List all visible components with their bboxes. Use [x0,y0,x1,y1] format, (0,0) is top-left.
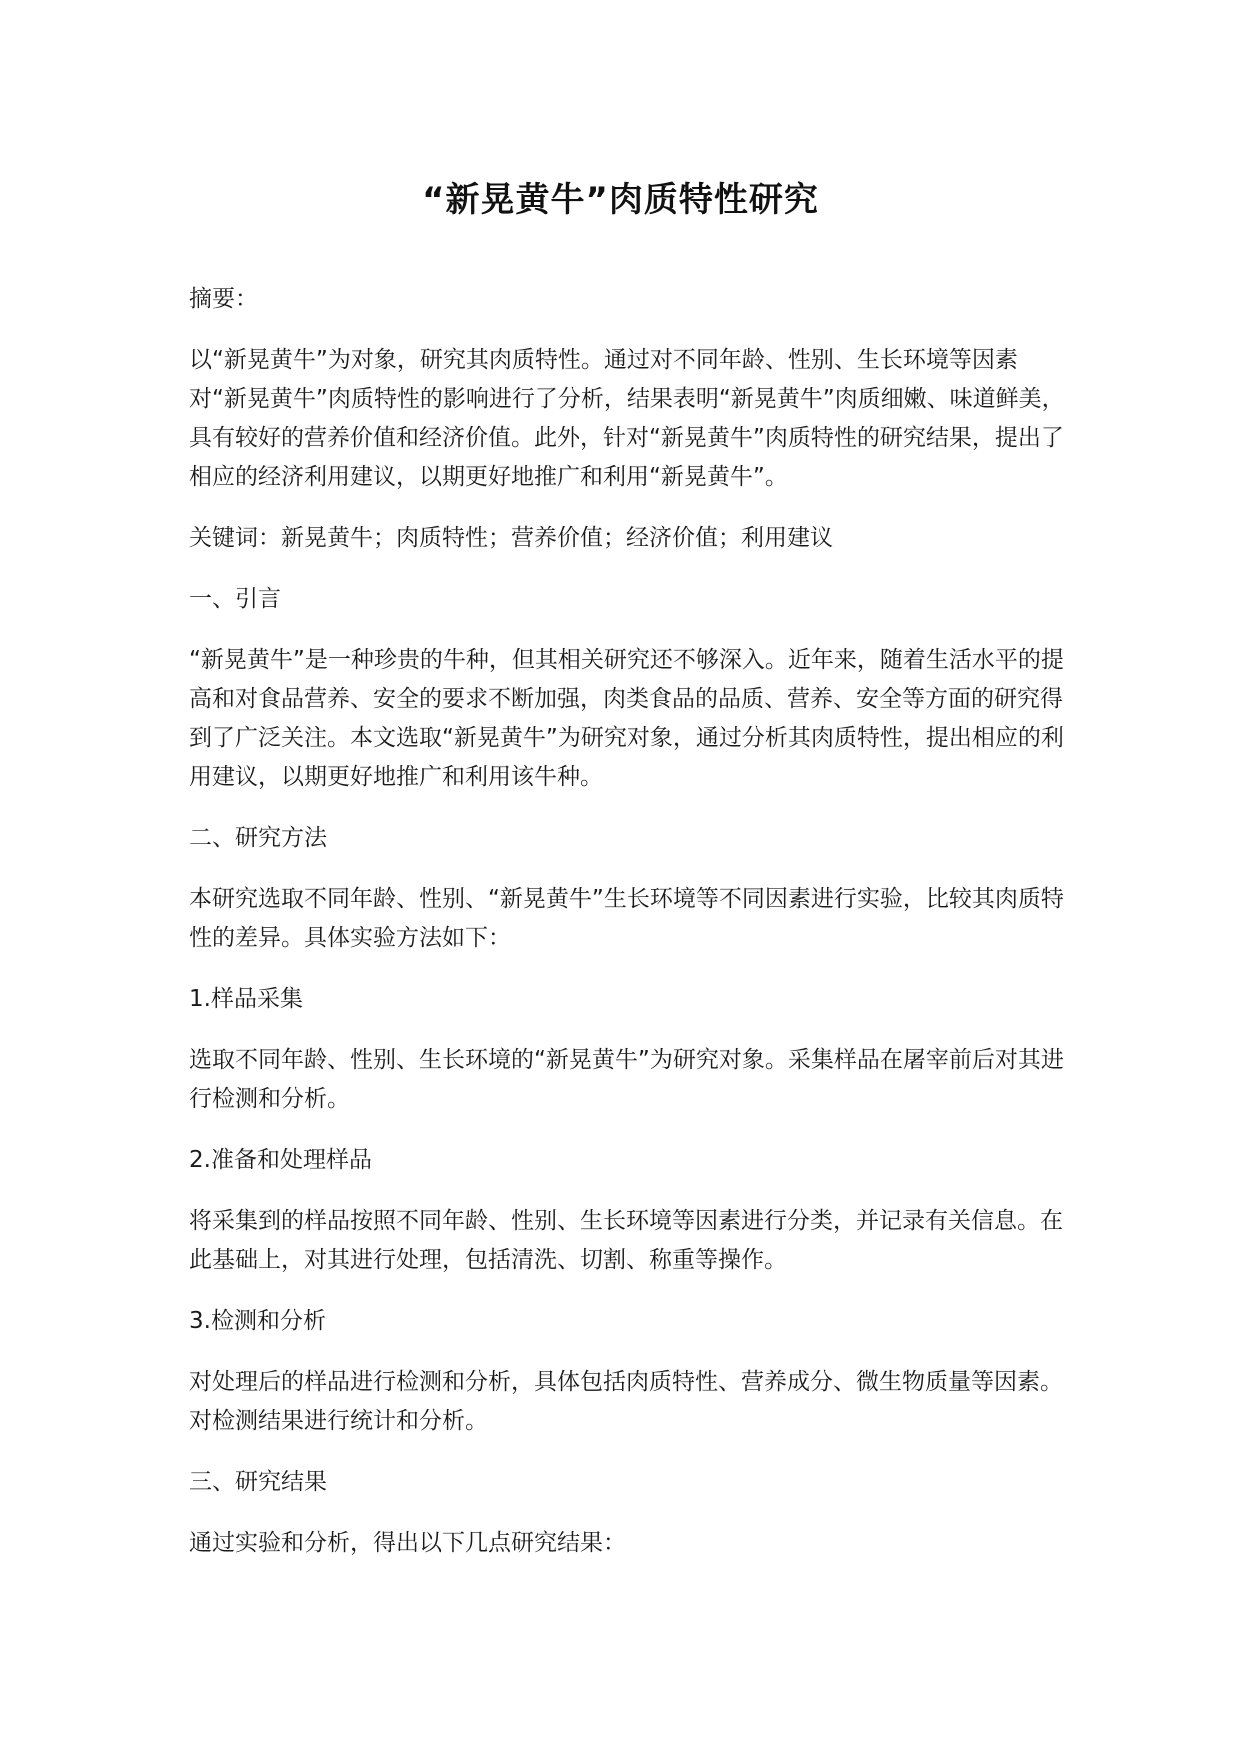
keywords-paragraph: 关键词：新晃黄牛；肉质特性；营养价值；经济价值；利用建议 [189,525,833,551]
section-heading-methods: 二、研究方法 [189,825,327,851]
document-body [189,280,1069,1585]
results-paragraph: 通过实验和分析，得出以下几点研究结果： [189,1530,626,1556]
section-heading-results: 三、研究结果 [189,1469,327,1495]
preparation-paragraph: 将采集到的样品按照不同年龄、性别、生长环境等因素进行分类，并记录有关信息。在此基础上，对其进行处理，包括清洗、切割、称重等操作。 [189,1208,1063,1273]
abstract-heading: 摘要： [189,286,258,312]
sampling-paragraph: 选取不同年龄、性别、生长环境的“新晃黄牛”为研究对象。采集样品在屠宰前后对其进行检测和分析。 [189,1047,1064,1112]
analysis-paragraph: 对处理后的样品进行检测和分析，具体包括肉质特性、营养成分、微生物质量等因素。对检测结果进行统计和分析。 [189,1369,1063,1434]
page-title: “新晃黄牛”肉质特性研究 [422,180,819,220]
subheading-analysis: 3.检测和分析 [189,1308,326,1334]
introduction-paragraph: “新晃黄牛”是一种珍贵的牛种，但其相关研究还不够深入。近年来，随着生活水平的提高和对食品营养、安全的要求不断加强，肉类食品的品质、营养、安全等方面的研究得到了广泛关注。本文选取“新晃黄牛”为研究对象，通过分析其肉质特性，提出相应的利用建议，以期更好地推广和利用该牛种。 [189,647,1064,790]
subheading-preparation: 2.准备和处理样品 [189,1147,372,1173]
subheading-sampling: 1.样品采集 [189,986,303,1012]
methods-paragraph: 本研究选取不同年龄、性别、“新晃黄牛”生长环境等不同因素进行实验，比较其肉质特性的差异。具体实验方法如下： [189,886,1064,951]
abstract-paragraph: 以“新晃黄牛”为对象，研究其肉质特性。通过对不同年龄、性别、生长环境等因素对“新晃黄牛”肉质特性的影响进行了分析，结果表明“新晃黄牛”肉质细嫩、味道鲜美，具有较好的营养价值和经济价值。此外，针对“新晃黄牛”肉质特性的研究结果，提出了相应的经济利用建议，以期更好地推广和利用“新晃黄牛”。 [189,347,1065,490]
section-heading-introduction: 一、引言 [189,586,281,612]
